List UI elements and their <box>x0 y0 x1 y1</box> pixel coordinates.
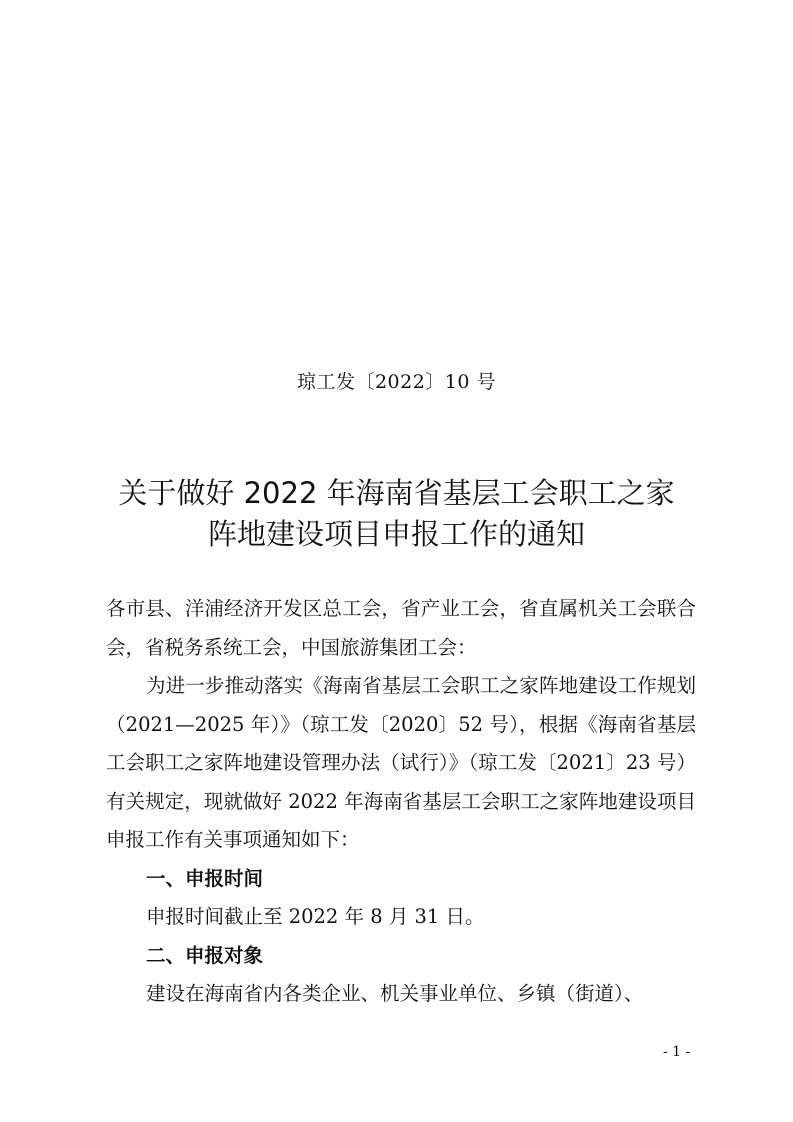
document-title <box>0 473 793 555</box>
addressee: 各市县、洋浦经济开发区总工会，省产业工会，省直属机关工会联合会，省税务系统工会，中国旅游集团工会： <box>106 597 696 659</box>
section-heading-1: 一、申报时间 <box>146 866 264 890</box>
intro-paragraph: 为进一步推动落实《海南省基层工会职工之家阵地建设工作规划（2021—2025 年）》（琼工发〔2020〕52 号），根据《海南省基层工会职工之家阵地建设管理办法（试行）》（琼工发〔2021〕23 号）有关规定，现就做好 2022 年海南省基层工会职工之家阵地建设项目申报工作有关事项通知如下： <box>106 674 696 851</box>
document-number: 琼工发〔2022〕10 号 <box>296 371 497 393</box>
section-heading-2: 二、申报对象 <box>146 943 264 967</box>
title-line-1: 关于做好 2022 年海南省基层工会职工之家 <box>118 476 675 510</box>
document-body <box>106 590 696 1014</box>
section-text-1: 申报时间截止至 2022 年 8 月 31 日。 <box>146 905 485 928</box>
page-number: - 1 - <box>663 1044 691 1060</box>
title-line-2: 阵地建设项目申报工作的通知 <box>207 517 585 551</box>
section-text-2: 建设在海南省内各类企业、机关事业单位、乡镇（街道）、 <box>146 982 644 1005</box>
